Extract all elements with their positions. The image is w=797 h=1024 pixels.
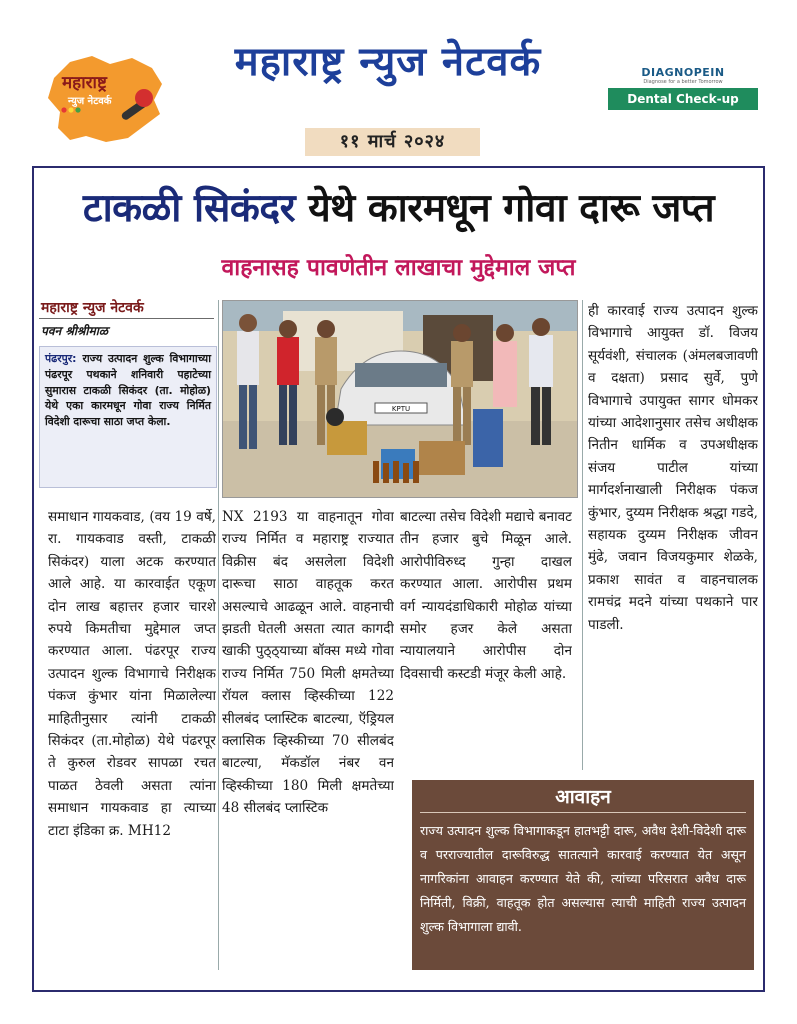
lead-box	[39, 346, 217, 488]
car-plate: KPTU	[391, 405, 411, 413]
appeal-text: राज्य उत्पादन शुल्क विभागाकडून हातभट्टी दारू, अवैध देशी-विदेशी दारू व परराज्यातील दारूविरुद्ध सातत्याने कारवाई करण्यात येत असून नागरिकांना आवाहन करण्यात येते की, त्यांच्या परिसरात अवैध दारू निर्मिती, विक्री, वाहतूक होत असल्यास त्याची माहिती राज्य उत्पादन शुल्क विभागाला द्यावी.	[420, 823, 746, 934]
ad-brand: DIAGNOPEIN	[641, 66, 725, 79]
column-divider	[582, 300, 583, 770]
article-column-2: NX 2193 या वाहनातून गोवा राज्य निर्मित व महाराष्ट्र राज्यात विक्रीस बंद असलेला विदेशी दारूचा साठा वाहतूक करत असल्याचे आढळून आले. वाहनाची झडती घेतली असता त्यात कागदी खाकी पुठ्ठ्याच्या बॉक्स मध्ये गोवा राज्य निर्मित 750 मिली क्षमतेच्या रॉयल क्लास व्हिस्कीच्या 122 सीलबंद प्लास्टिक बाटल्या, ऍड्रियल क्लासिक व्हिस्कीच्या 70 सीलबंद बाटल्या, मॅकडॉल नंबर वन व्हिस्कीच्या 180 मिली क्षमतेच्या 48 सीलबंद प्लास्टिक	[222, 509, 394, 817]
subheadline: वाहनासह पावणेतीन लाखाचा मुद्देमाल जप्त	[221, 255, 576, 281]
seizure-photo-image	[223, 301, 578, 498]
news-photo	[222, 300, 578, 498]
headline	[34, 180, 763, 233]
divider	[420, 812, 746, 813]
lead-body: राज्य उत्पादन शुल्क विभागाच्या पंढरपूर पथकाने शनिवारी पहाटेच्या सुमारास टाकळी सिकंदर (ता. मोहोळ) येथे एका कारमधून गोवा राज्य निर्मित विदेशी दारूचा साठा जप्त केला.	[45, 352, 211, 429]
issue-date: ११ मार्च २०२४	[305, 128, 480, 156]
column-divider	[218, 300, 219, 970]
article-column-4: ही कारवाई राज्य उत्पादन शुल्क विभागाचे आयुक्त डॉ. विजय सूर्यवंशी, संचालक (अंमलबजावणी व दक्षता) प्रसाद सुर्वे, पुणे विभागाचे उपायुक्त सागर धोमकर यांच्या आदेशानुसार तसेच अधीक्षक नितीन धार्मिक व उपअधीक्षक संजय पाटील यांच्या मार्गदर्शनाखाली निरीक्षक पंकज कुंभार, दुय्यम निरीक्षक श्रद्धा गडदे, सहायक दुय्यम निरीक्षक जीवन मुंढे, जवान विजयकुमार शेळके, प्रकाश सावंत व वाहनचालक रामचंद्र मदने यांच्या पथकाने पार पाडली.	[588, 303, 758, 633]
lead-place: पंढरपुर:	[45, 352, 77, 365]
logo-text-2: न्युज नेटवर्क	[68, 96, 112, 107]
appeal-box	[412, 780, 754, 970]
appeal-title: आवाहन	[555, 786, 611, 808]
divider	[39, 318, 214, 319]
masthead-logo	[40, 48, 170, 148]
headline-rest: येथे कारमधून गोवा दारू जप्त	[308, 186, 715, 231]
article-frame	[32, 166, 765, 992]
ad-tagline: Diagnose for a better Tomorrow	[643, 79, 723, 85]
headline-place: टाकळी सिकंदर	[82, 186, 296, 231]
maharashtra-map-icon	[40, 48, 170, 148]
advertisement	[608, 66, 758, 128]
ad-offer: Dental Check-up ₹50/-	[608, 88, 758, 110]
lead-paragraph	[45, 351, 211, 430]
article-column-1: समाधान गायकवाड, (वय 19 वर्षे, रा. गायकवाड वस्ती, टाकळी सिकंदर) याला अटक करण्यात आले आहे. या कारवाईत एकूण दोन लाख बहात्तर हजार चारशे रुपये किमतीचा मुद्देमाल जप्त करण्यात आला. पंढरपूर राज्य उत्पादन शुल्क विभागाचे निरीक्षक पंकज कुंभार यांना मिळालेल्या माहितीनुसार त्यांनी टाकळी सिकंदर (ता.मोहोळ) येथे पंढरपूर ते कुरुल रोडवर सापळा रचत पाळत ठेवली असता त्यांना समाधान गायकवाड हा त्याच्या टाटा इंडिका क्र. MH12	[48, 509, 216, 839]
byline-name: पवन श्रीश्रीमाळ	[41, 324, 108, 338]
masthead-title: महाराष्ट्र न्युज नेटवर्क	[234, 39, 542, 85]
article-column-3: बाटल्या तसेच विदेशी मद्याचे बनावट तीन हजार बुचे मिळून आले. आरोपीविरुध्द गुन्हा दाखल करण्यात आला. आरोपीस प्रथम वर्ग न्यायदंडाधिकारी मोहोळ यांच्या समोर हजर केले असता न्यायालयाने आरोपीस दोन दिवसाची कस्टडी मंजूर केली आहे.	[400, 509, 572, 682]
logo-text-1: महाराष्ट्र	[62, 73, 107, 93]
byline-org: महाराष्ट्र न्युज नेटवर्क	[41, 300, 144, 316]
